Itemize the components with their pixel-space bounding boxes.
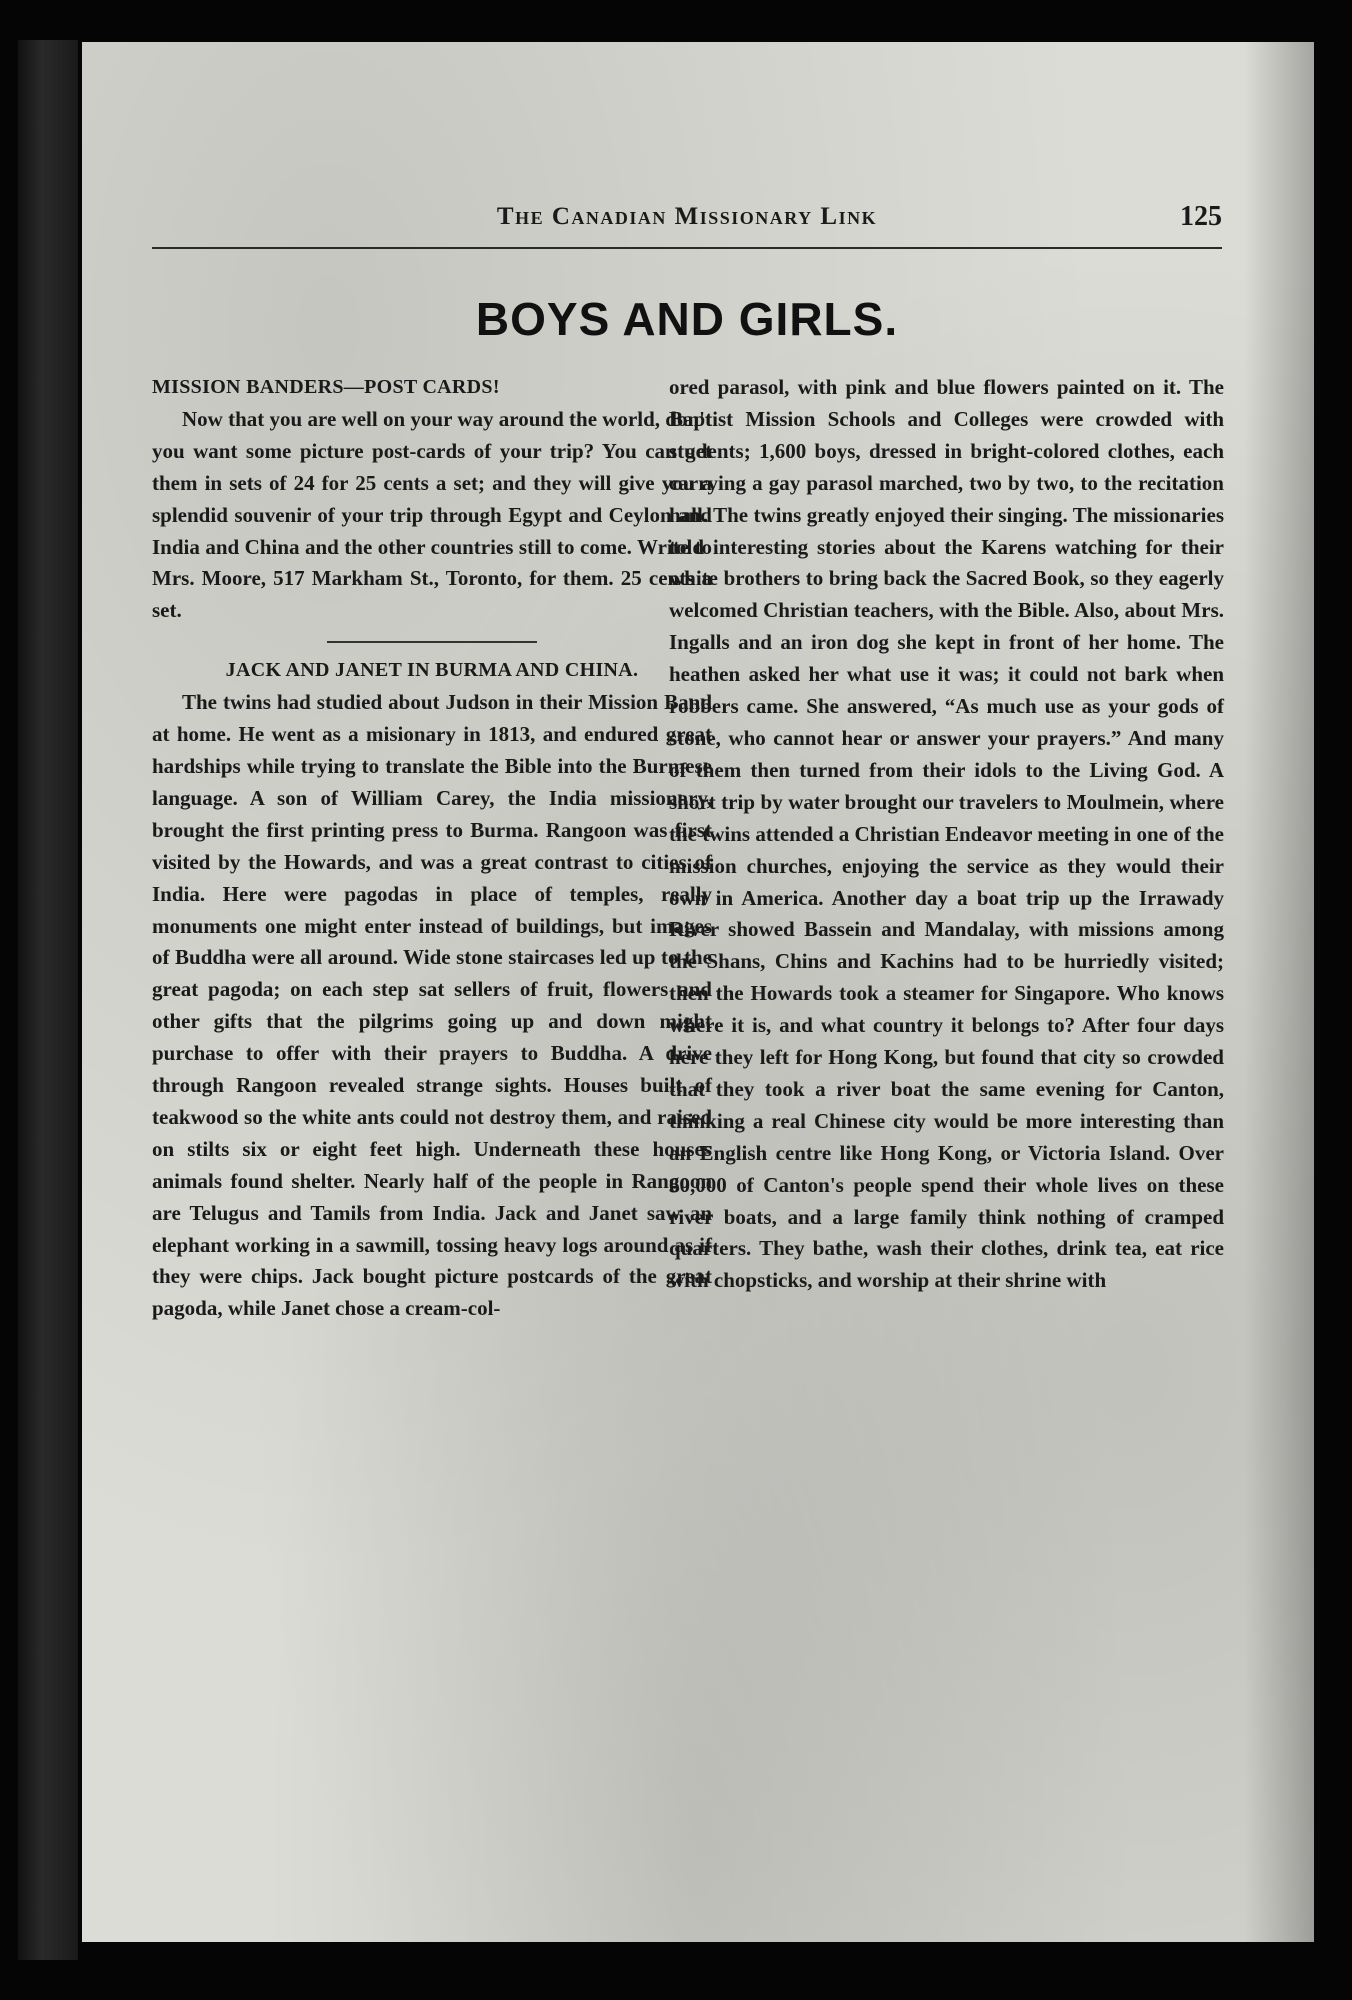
article-heading-post-cards: MISSION BANDERS—POST CARDS! [152,376,500,398]
book-page [82,42,1314,1942]
article-divider [327,641,537,643]
article-paragraph-jack-and-janet: The twins had studied about Judson in their Mission Band at home. He went as a misionary in 1813, and endured great hardships while trying to translate the Bible into the Burmese language. A son of William Carey, the India missionary, brought the first printing press to Burma. Rangoon was first visited by the Howards, and was a great contrast to cities of India. Here were pagodas in place of temples, really monuments one might enter instead of buildings, but images of Buddha were all around. Wide stone staircases led up to the great pagoda; on each step sat sellers of fruit, flowers and other gifts that the pilgrims going up and down might purchase to offer with their prayers to Buddha. A drive through Rangoon revealed strange sights. Houses built of teakwood so the white ants could not destroy them, and raised on stilts six or eight feet high. Underneath these houses animals found shelter. Nearly half of the people in Rangoon are Telugus and Tamils from India. Jack and Janet saw an elephant working in a sawmill, tossing heavy logs around as if they were chips. Jack bought picture postcards of the great pagoda, while Janet chose a cream-col- [152,690,712,1321]
header-rule [152,247,1222,249]
article-heading-jack-and-janet: JACK AND JANET IN BURMA AND CHINA. [225,659,639,682]
page-shadow-edge [1244,42,1314,1942]
running-title: The Canadian Missionary Link [496,203,878,230]
book-binding [18,40,78,1960]
section-title: BOYS AND GIRLS. [475,293,899,345]
right-column [669,372,1224,1297]
article-paragraph-post-cards: Now that you are well on your way around the world, don't you want some picture post-cards of your trip? You can get them in sets of 24 for 25 cents a set; and they will give you a splendid souvenir of your trip through Egypt and Ceylon and India and China and the other countries still to come. Write to Mrs. Moore, 517 Markham St., Toronto, for them. 25 cents a set. [152,406,712,623]
article-paragraph-continued: ored parasol, with pink and blue flowers painted on it. The Baptist Mission Schools and Colleges were crowded with students; 1,600 boys, dressed in bright-colored clothes, each carrying a gay parasol marched, two by two, to the recitation hall. The twins greatly enjoyed their singing. The missionaries told interesting stories about the Karens watching for their white brothers to bring back the Sacred Book, so they eagerly welcomed Christian teachers, with the Bible. Also, about Mrs. Ingalls and an iron dog she kept in front of her home. The heathen asked her what use it was; it could not bark when robbers came. She answered, “As much use as your gods of stone, who cannot hear or answer your prayers.” And many of them then turned from their idols to the Living God. A short trip by water brought our travelers to Moulmein, where the twins attended a Christian Endeavor meeting in one of the mission churches, enjoying the service as they would their own in America. Another day a boat trip up the Irrawady River showed Bassein and Mandalay, with missions among the Shans, Chins and Kachins had to be hurriedly visited; then the Howards took a steamer for Singapore. Who knows where it is, and what country it belongs to? After four days here they left for Hong Kong, but found that city so crowded that they took a river boat the same evening for Canton, thinking a real Chinese city would be more interesting than an English centre like Hong Kong, or Victoria Island. Over 60,000 of Canton's people spend their whole lives on these river boats, and a large family think nothing of cramped quarters. They bathe, wash their clothes, drink tea, eat rice with chopsticks, and worship at their shrine with [669,375,1224,1293]
running-head [152,197,1222,237]
left-column [152,372,712,1325]
page-number: 125 [1180,201,1222,232]
